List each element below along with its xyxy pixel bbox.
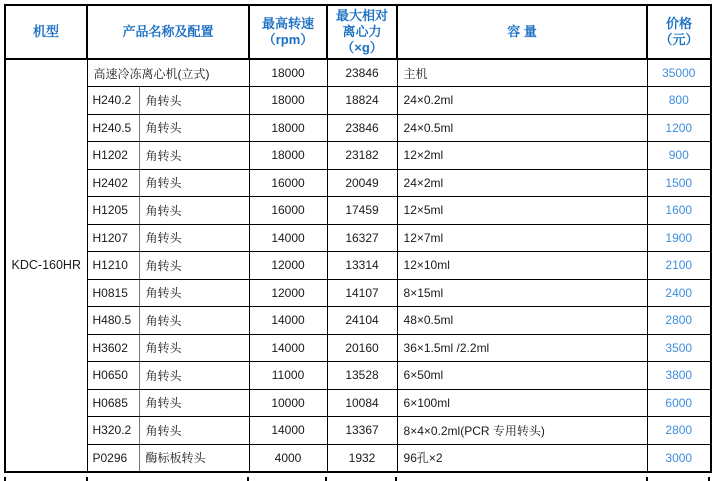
max-rcf: 18824 (327, 87, 397, 115)
header-rcf (327, 5, 397, 59)
max-speed: 16000 (249, 169, 327, 197)
rotor-code: H1210 (87, 252, 139, 280)
max-speed: 14000 (249, 417, 327, 445)
table-row (5, 142, 711, 170)
price: 2400 (647, 279, 711, 307)
rotor-code: H480.5 (87, 307, 139, 335)
max-speed: 4000 (249, 444, 327, 472)
rotor-code: H1202 (87, 142, 139, 170)
max-rcf: 24104 (327, 307, 397, 335)
price: 900 (647, 142, 711, 170)
header-capacity: 容 量 (397, 5, 647, 59)
capacity: 24×0.2ml (397, 87, 647, 115)
next-section-border-stub (247, 477, 249, 481)
capacity: 6×50ml (397, 362, 647, 390)
max-speed: 14000 (249, 334, 327, 362)
rotor-code: H1205 (87, 197, 139, 225)
capacity: 主机 (397, 59, 647, 87)
header-speed-line2: （rpm） (262, 32, 314, 47)
next-section-border-stub (395, 477, 397, 481)
max-speed: 18000 (249, 87, 327, 115)
table-row (5, 87, 711, 115)
header-product: 产品名称及配置 (87, 5, 249, 59)
rotor-code: H320.2 (87, 417, 139, 445)
max-speed: 10000 (249, 389, 327, 417)
next-section-border-stub (708, 477, 710, 481)
max-rcf: 13314 (327, 252, 397, 280)
rotor-code: H240.5 (87, 114, 139, 142)
rotor-code: H0650 (87, 362, 139, 390)
max-rcf: 14107 (327, 279, 397, 307)
table-row (5, 169, 711, 197)
table-row (5, 252, 711, 280)
max-speed: 12000 (249, 252, 327, 280)
capacity: 12×7ml (397, 224, 647, 252)
product-name: 酶标板转头 (139, 444, 249, 472)
next-section-border-stub (86, 477, 88, 481)
rotor-code: H2402 (87, 169, 139, 197)
capacity: 8×4×0.2ml(PCR 专用转头) (397, 417, 647, 445)
product-name: 高速冷冻离心机(立式) (87, 59, 249, 87)
header-rcf-line1: 最大相对 (336, 7, 389, 23)
header-rcf-line3: （×g） (341, 40, 383, 56)
next-section-border-stub (646, 477, 648, 481)
capacity: 96孔×2 (397, 444, 647, 472)
table-row (5, 389, 711, 417)
table-row (5, 279, 711, 307)
rotor-code: H240.2 (87, 87, 139, 115)
max-speed: 18000 (249, 114, 327, 142)
table-row (5, 334, 711, 362)
max-rcf: 23846 (327, 59, 397, 87)
price: 2100 (647, 252, 711, 280)
table-row (5, 224, 711, 252)
max-speed: 18000 (249, 59, 327, 87)
max-speed: 12000 (249, 279, 327, 307)
product-name: 角转头 (139, 114, 249, 142)
max-rcf: 23182 (327, 142, 397, 170)
max-rcf: 10084 (327, 389, 397, 417)
price: 1600 (647, 197, 711, 225)
max-speed: 14000 (249, 224, 327, 252)
max-rcf: 16327 (327, 224, 397, 252)
price: 3000 (647, 444, 711, 472)
max-rcf: 23846 (327, 114, 397, 142)
product-name: 角转头 (139, 334, 249, 362)
price: 800 (647, 87, 711, 115)
capacity: 12×10ml (397, 252, 647, 280)
price: 2800 (647, 417, 711, 445)
table-row (5, 444, 711, 472)
header-speed (249, 5, 327, 59)
max-speed: 16000 (249, 197, 327, 225)
rotor-code: H1207 (87, 224, 139, 252)
product-name: 角转头 (139, 279, 249, 307)
table-row (5, 114, 711, 142)
product-name: 角转头 (139, 252, 249, 280)
capacity: 6×100ml (397, 389, 647, 417)
product-name: 角转头 (139, 142, 249, 170)
rotor-code: H0815 (87, 279, 139, 307)
max-rcf: 13528 (327, 362, 397, 390)
product-name: 角转头 (139, 362, 249, 390)
product-name: 角转头 (139, 197, 249, 225)
max-speed: 14000 (249, 307, 327, 335)
product-name: 角转头 (139, 87, 249, 115)
header-speed-line1: 最高转速 (262, 15, 315, 31)
capacity: 12×2ml (397, 142, 647, 170)
capacity: 24×0.5ml (397, 114, 647, 142)
rotor-code: H0685 (87, 389, 139, 417)
max-rcf: 1932 (327, 444, 397, 472)
rotor-code: P0296 (87, 444, 139, 472)
product-name: 角转头 (139, 224, 249, 252)
table-row (5, 197, 711, 225)
next-section-border-stub (4, 477, 6, 481)
header-model: 机型 (5, 5, 87, 59)
max-rcf: 20049 (327, 169, 397, 197)
price: 1500 (647, 169, 711, 197)
price: 2800 (647, 307, 711, 335)
table-row (5, 417, 711, 445)
product-name: 角转头 (139, 307, 249, 335)
product-name: 角转头 (139, 417, 249, 445)
capacity: 36×1.5ml /2.2ml (397, 334, 647, 362)
product-name: 角转头 (139, 169, 249, 197)
max-rcf: 13367 (327, 417, 397, 445)
header-price-line2: （元） (659, 32, 699, 47)
price: 1900 (647, 224, 711, 252)
price: 3800 (647, 362, 711, 390)
header-rcf-line2: 离心力 (342, 23, 382, 39)
table-row (5, 362, 711, 390)
table-row (5, 59, 711, 87)
product-name: 角转头 (139, 389, 249, 417)
price: 1200 (647, 114, 711, 142)
capacity: 12×5ml (397, 197, 647, 225)
header-row (5, 5, 711, 59)
header-price (647, 5, 711, 59)
rotor-code: H3602 (87, 334, 139, 362)
table-row (5, 307, 711, 335)
centrifuge-price-table (4, 4, 712, 473)
price: 6000 (647, 389, 711, 417)
header-price-line1: 价格 (666, 15, 693, 31)
price: 35000 (647, 59, 711, 87)
max-speed: 11000 (249, 362, 327, 390)
capacity: 8×15ml (397, 279, 647, 307)
max-rcf: 20160 (327, 334, 397, 362)
price: 3500 (647, 334, 711, 362)
max-speed: 18000 (249, 142, 327, 170)
capacity: 24×2ml (397, 169, 647, 197)
next-section-border-stub (325, 477, 327, 481)
capacity: 48×0.5ml (397, 307, 647, 335)
max-rcf: 17459 (327, 197, 397, 225)
machine-model-cell: KDC-160HR (5, 59, 87, 472)
